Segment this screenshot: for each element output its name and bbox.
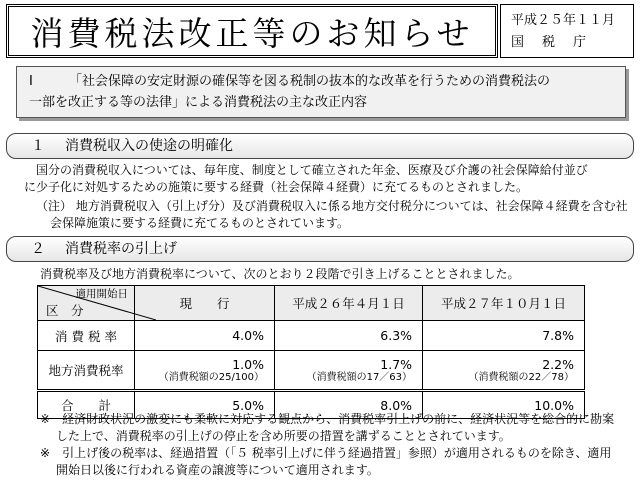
table-header-row — [38, 286, 585, 321]
row-label: 地方消費税率 — [38, 351, 135, 391]
section1-title: 消費税収入の使途の明確化 — [65, 138, 233, 154]
table-row — [38, 321, 585, 351]
section-i-roman: Ⅰ — [29, 74, 33, 89]
table-corner-cell — [38, 286, 135, 321]
section2-intro: 消費税率及び地方消費税率について、次のとおり２段階で引き上げることとされました。 — [40, 267, 520, 281]
section1-para-line1: 国分の消費税収入については、毎年度、制度として確立された年金、医療及び介護の社会保障給付並び — [36, 163, 588, 177]
table-cell: 5.0% — [135, 391, 275, 419]
cell-value: 2.2% — [542, 356, 574, 372]
table-cell: 8.0% — [274, 391, 422, 419]
section1-number: １ — [31, 138, 45, 154]
section1-paragraph — [24, 162, 630, 196]
table-cell — [423, 351, 585, 391]
date-agency-box — [500, 4, 634, 58]
note-1-text1: 経済財政状況の激変にも柔軟に対応する観点から、消費税率引上げの前に、経済状況等を総合的に勘案 — [62, 412, 615, 426]
section2-title: 消費税率の引上げ — [65, 241, 177, 257]
notes-block — [40, 411, 634, 479]
cell-subnote: （消費税額の25/100） — [158, 371, 264, 383]
tax-rate-table — [37, 285, 585, 419]
table-cell: 10.0% — [423, 391, 585, 419]
section1-heading — [6, 133, 634, 159]
column-header: 平成２６年４月１日 — [274, 286, 422, 321]
row-label: 合 計 — [38, 391, 135, 419]
table-cell — [274, 351, 422, 391]
note-mark: ※ — [40, 412, 51, 426]
note-1-line2: した上で、消費税率の引上げの停止を含め所要の措置を講ずることとされています。 — [56, 429, 511, 443]
table-cell — [135, 351, 275, 391]
column-header: 平成２７年１０月１日 — [423, 286, 585, 321]
corner-top-label: 適用開始日 — [75, 288, 128, 300]
note-2-line1 — [40, 445, 634, 462]
table-row — [38, 351, 585, 391]
section-i-box — [16, 66, 626, 118]
cell-subnote: （消費税額の22／78） — [468, 371, 574, 383]
section1-para-line2: に少子化に対処するための施策に要する経費（社会保障４経費）に充てるものとされました。 — [24, 180, 529, 194]
table-cell: 6.3% — [274, 321, 422, 351]
agency-name: 国税庁 — [511, 35, 605, 50]
section-i-line2: 一部を改正する等の法律」による消費税法の主な改正内容 — [29, 95, 368, 110]
note-1-line1 — [40, 411, 634, 428]
table-cell: 4.0% — [135, 321, 275, 351]
note-2-text1: 引上げ後の税率は、経過措置（「５ 税率引上げに伴う経過措置」参照）が適用されるものを除き、適用 — [62, 446, 612, 460]
title-text: 消費税法改正等のお知らせ — [30, 13, 474, 53]
corner-bottom-label: 区 分 — [46, 303, 84, 318]
section1-note-line1: （注） 地方消費税収入（引上げ分）及び消費税収入に係る地方交付税分については、社会保障４経費を含む社 — [36, 199, 628, 213]
issue-date: 平成２５年１１月 — [511, 13, 616, 28]
section-i-text1: 「社会保障の安定財源の確保等を図る税制の抜本的な改革を行うための消費税法の — [69, 74, 551, 89]
cell-value: 1.0% — [232, 356, 264, 372]
section1-note-line2: 会保障施策に要する経費に充てるものとされています。 — [50, 216, 350, 230]
cell-value: 1.7% — [380, 356, 413, 372]
section-i-line1 — [29, 71, 615, 92]
table-cell: 7.8% — [423, 321, 585, 351]
cell-subnote: （消費税額の17／63） — [306, 371, 413, 383]
column-header: 現 行 — [135, 286, 275, 321]
section2-number: ２ — [31, 241, 45, 257]
note-2-line2: 開始日以後に行われる資産の譲渡等について適用されます。 — [56, 463, 379, 477]
page-title — [6, 4, 498, 58]
section1-note — [36, 198, 636, 232]
row-label: 消 費 税 率 — [38, 321, 135, 351]
note-mark: ※ — [40, 446, 51, 460]
section2-heading — [6, 236, 634, 262]
